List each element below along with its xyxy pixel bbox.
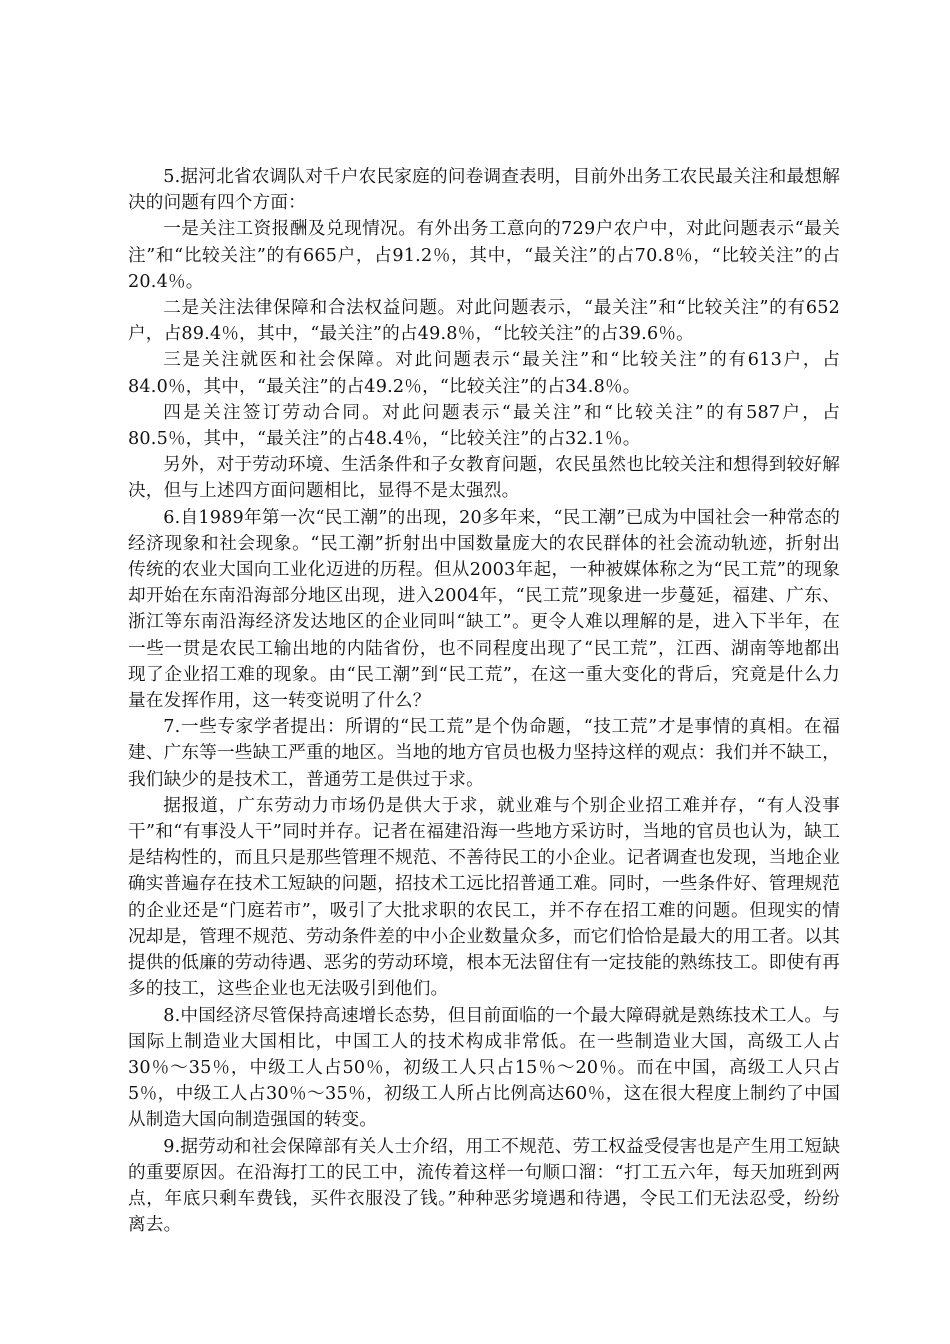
paragraph-medical-security: 三是关注就医和社会保障。对此问题表示“最关注”和“比较关注”的有613户，占84.0％，其中，“最关注”的占49.2％，“比较关注”的占34.8％。 xyxy=(128,350,840,397)
paragraph-report: 据报道，广东劳动力市场仍是供大于求，就业难与个别企业招工难并存，“有人没事干”和“有事没人干”同时并存。记者在福建沿海一些地方采访时，当地的官员也认为，缺工是结构性的，而且只是那些管理不规范、不善待民工的小企业。记者调查也发现，当地企业确实普遍存在技术工短缺的问题，招技术工远比招普通工难。同时，一些条件好、管理规范的企业还是“门庭若市”，吸引了大批求职的农民工，并不存在招工难的问题。但现实的情况却是，管理不规范、劳动条件差的中小企业数量众多，而它们恰恰是最大的用工者。以其提供的低廉的劳动待遇、恶劣的劳动环境，根本无法留住有一定技能的熟练技工。即使有再多的技工，这些企业也无法吸引到他们。 xyxy=(128,795,840,1000)
paragraph-wages: 一是关注工资报酬及兑现情况。有外出务工意向的729户农户中，对此问题表示“最关注”和“比较关注”的有665户，占91.2％，其中，“最关注”的占70.8％，“比较关注”的占20.4％。 xyxy=(128,219,840,292)
paragraph-item-9: 9.据劳动和社会保障部有关人士介绍，用工不规范、劳工权益受侵害也是产生用工短缺的重要原因。在沿海打工的民工中，流传着这样一句顺口溜：“打工五六年，每天加班到两点，年底只剩车费钱，买件衣服没了钱。”种种恶劣境遇和待遇，令民工们无法忍受，纷纷离去。 xyxy=(128,1136,840,1236)
paragraph-item-7: 7.一些专家学者提出：所谓的“民工荒”是个伪命题，“技工荒”才是事情的真相。在福建、广东等一些缺工严重的地区。当地的地方官员也极力坚持这样的观点：我们并不缺工，我们缺少的是技术工，普通劳工是供过于求。 xyxy=(128,717,840,790)
document-body xyxy=(128,164,840,1238)
paragraph-other-concerns: 另外，对于劳动环境、生活条件和子女教育问题，农民虽然也比较关注和想得到较好解决，但与上述四方面问题相比，显得不是太强烈。 xyxy=(128,455,840,502)
paragraph-labor-contract: 四是关注签订劳动合同。对此问题表示“最关注”和“比较关注”的有587户，占80.5％，其中，“最关注”的占48.4％，“比较关注”的占32.1％。 xyxy=(128,402,840,450)
paragraph-item-8: 8.中国经济尽管保持高速增长态势，但目前面临的一个最大障碍就是熟练技术工人。与国际上制造业大国相比，中国工人的技术构成非常低。在一些制造业大国，高级工人占30％～35％，中级工人占50％，初级工人只占15％～20％。而在中国，高级工人只占5％，中级工人占30％～35％，初级工人所占比例高达60％，这在很大程度上制约了中国从制造大国向制造强国的转变。 xyxy=(128,1005,840,1131)
paragraph-item-5-intro: 5.据河北省农调队对千户农民家庭的问卷调查表明，目前外出务工农民最关注和最想解决的问题有四个方面： xyxy=(128,167,840,214)
paragraph-legal-rights: 二是关注法律保障和合法权益问题。对此问题表示，“最关注”和“比较关注”的有652户，占89.4％，其中，“最关注”的占49.8％，“比较关注”的占39.6％。 xyxy=(128,298,840,345)
paragraph-item-6: 6.自1989年第一次“民工潮”的出现，20多年来，“民工潮”已成为中国社会一种常态的经济现象和社会现象。“民工潮”折射出中国数量庞大的农民群体的社会流动轨迹，折射出传统的农业大国向工业化迈进的历程。但从2003年起，一种被媒体称之为“民工荒”的现象却开始在东南沿海部分地区出现，进入2004年，“民工荒”现象进一步蔓延，福建、广东、浙江等东南沿海经济发达地区的企业同叫“缺工”。更令人难以理解的是，进入下半年，在一些一贯是农民工输出地的内陆省份，也不同程度出现了“民工荒”，江西、湖南等地都出现了企业招工难的现象。由“民工潮”到“民工荒”，在这一重大变化的背后，究竟是什么力量在发挥作用，这一转变说明了什么？ xyxy=(128,507,840,712)
